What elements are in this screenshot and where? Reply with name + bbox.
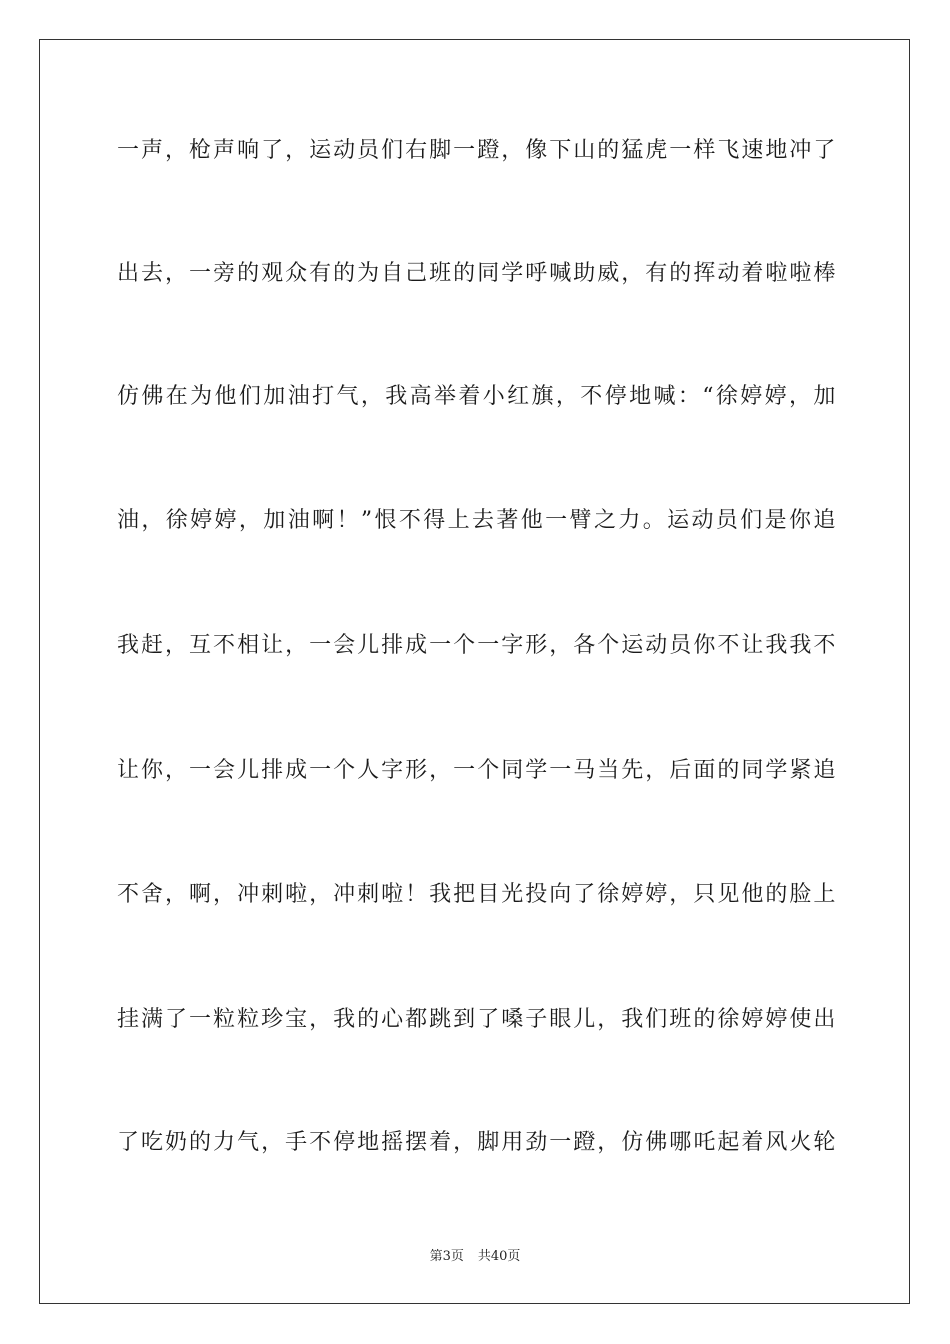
text-line: 仿佛在为他们加油打气，我高举着小红旗，不停地喊：“徐婷婷，加 [117, 384, 837, 409]
text-line: 出去，一旁的观众有的为自己班的同学呼喊助威，有的挥动着啦啦棒 [117, 261, 837, 286]
page-footer [0, 1246, 950, 1268]
text-line: 了吃奶的力气，手不停地摇摆着，脚用劲一蹬，仿佛哪吒起着风火轮 [117, 1130, 837, 1155]
text-line: 不舍，啊，冲刺啦，冲刺啦！我把目光投向了徐婷婷，只见他的脸上 [117, 882, 837, 907]
text-line: 油，徐婷婷，加油啊！”恨不得上去著他一臂之力。运动员们是你追 [117, 508, 837, 533]
text-line: 让你，一会儿排成一个人字形，一个同学一马当先，后面的同学紧追 [117, 758, 837, 783]
page-border [39, 39, 910, 1304]
text-line: 挂满了一粒粒珍宝，我的心都跳到了嗓子眼儿，我们班的徐婷婷使出 [117, 1007, 837, 1032]
text-line: 我赶，互不相让，一会儿排成一个一字形，各个运动员你不让我我不 [117, 633, 837, 658]
page-number: 第3页 [429, 1249, 464, 1264]
text-line: 一声，枪声响了，运动员们右脚一蹬，像下山的猛虎一样飞速地冲了 [117, 138, 837, 163]
page-total: 共40页 [477, 1249, 521, 1264]
